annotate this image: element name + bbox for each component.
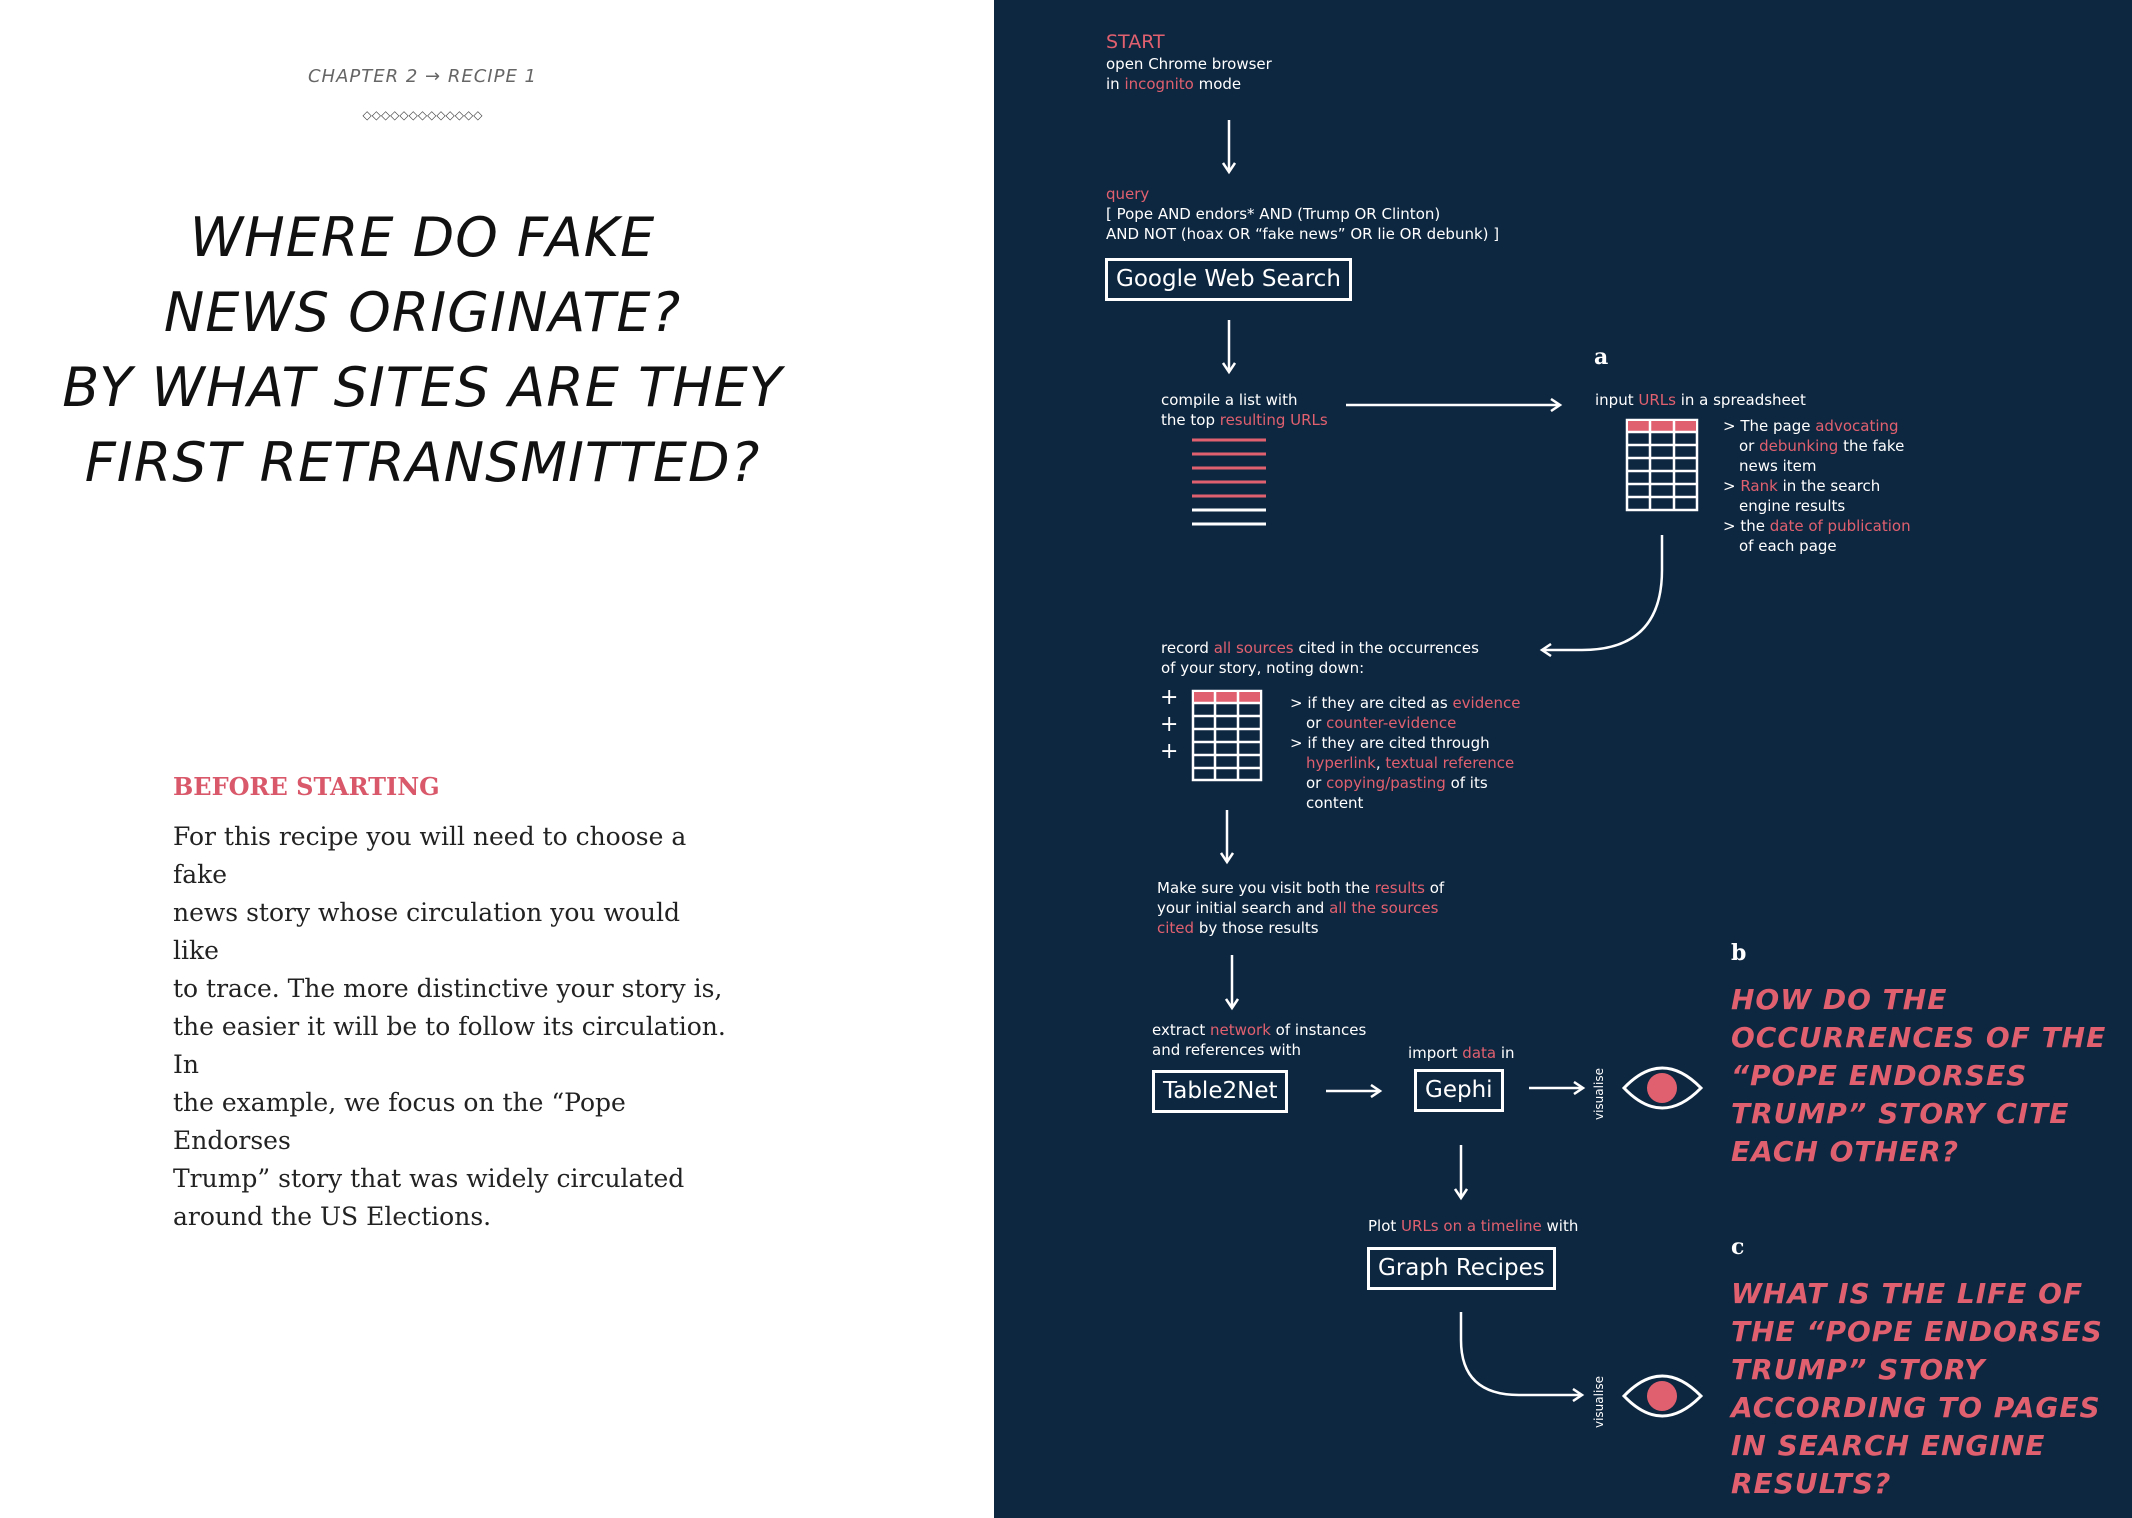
query-step [1106, 184, 1499, 244]
spreadsheet-columns-list: > The page advocating or debunking the fake news item > Rank in the search engine results > the date of publication of each page [1723, 417, 1911, 555]
graph-recipes-box: Graph Recipes [1367, 1247, 1556, 1290]
gephi-box: Gephi [1414, 1069, 1504, 1112]
page-title [0, 200, 845, 500]
text-line: to trace. The more distinctive your story is, [173, 974, 723, 1003]
step-c-letter: c [1731, 1234, 1745, 1260]
visualise-label: visualise [1592, 1376, 1606, 1428]
plus-icon: + [1160, 712, 1179, 737]
step-b-letter: b [1731, 940, 1747, 966]
visit-step: Make sure you visit both the results of your initial search and all the sources cited by those results [1157, 879, 1445, 937]
record-criteria-list: > if they are cited as evidence or counter-evidence > if they are cited through hyperlink, textual reference or copying/pasting of its content [1290, 694, 1521, 812]
google-web-search-box: Google Web Search [1105, 258, 1352, 301]
extract-step: extract network of instances and references with [1152, 1021, 1367, 1059]
plus-icon: + [1160, 739, 1179, 764]
title-line: FIRST RETRANSMITTED? [84, 431, 761, 494]
title-line: BY WHAT SITES ARE THEY [62, 356, 783, 419]
title-line: NEWS ORIGINATE? [163, 281, 682, 344]
step-a-letter: a [1594, 344, 1609, 370]
arrow-graph-to-visualise [1461, 1312, 1582, 1395]
eye-icon [1624, 1376, 1701, 1416]
start-label: START [1106, 31, 1165, 53]
text-line: news story whose circulation you would like [173, 898, 681, 965]
spreadsheet-icon [1627, 420, 1697, 510]
before-starting-heading: BEFORE STARTING [173, 772, 440, 801]
ornament-divider: ◇◇◇◇◇◇◇◇◇◇◇◇◇ [362, 108, 483, 122]
query-text: [ Pope AND endors* AND (Trump OR Clinton) [1106, 205, 1441, 223]
query-text: AND NOT (hoax OR “fake news” OR lie OR debunk) ] [1106, 225, 1500, 243]
question-c: WHAT IS THE LIFE OF THE “POPE ENDORSES TRUMP” STORY ACCORDING TO PAGES IN SEARCH ENGINE RESULTS? [1731, 1277, 2103, 1500]
eye-icon [1624, 1068, 1701, 1108]
start-text: open Chrome browser [1106, 55, 1272, 73]
compile-text: the top resulting URLs [1161, 411, 1328, 429]
start-step [1106, 30, 1272, 94]
query-label: query [1106, 185, 1150, 203]
list-icon [1192, 440, 1266, 524]
compile-text: compile a list with [1161, 391, 1298, 409]
compile-step [1161, 390, 1328, 430]
left-page [0, 0, 994, 1518]
visualise-label: visualise [1592, 1068, 1606, 1120]
input-urls-text: input URLs in a spreadsheet [1595, 391, 1806, 409]
before-starting-text [173, 818, 733, 1236]
plot-step: Plot URLs on a timeline with [1368, 1217, 1579, 1235]
start-text: in incognito mode [1106, 75, 1242, 93]
question-b: HOW DO THE OCCURRENCES OF THE “POPE ENDORSES TRUMP” STORY CITE EACH OTHER? [1731, 983, 2107, 1168]
record-step: record all sources cited in the occurrences of your story, noting down: [1161, 639, 1479, 677]
text-line: the example, we focus on the “Pope Endorses [173, 1088, 626, 1155]
arrow-spreadsheet-to-record [1542, 535, 1662, 650]
spreadsheet-icon [1193, 691, 1261, 780]
import-data-text: import data in [1408, 1044, 1515, 1062]
flow-diagram-page [994, 0, 2132, 1518]
text-line: For this recipe you will need to choose a fake [173, 822, 687, 889]
text-line: the easier it will be to follow its circulation. In [173, 1012, 726, 1079]
title-line: WHERE DO FAKE [189, 206, 656, 269]
plus-icon: + [1160, 685, 1179, 710]
chapter-label: CHAPTER 2 → RECIPE 1 [307, 66, 537, 87]
table2net-box: Table2Net [1152, 1070, 1288, 1113]
text-line: around the US Elections. [173, 1202, 492, 1231]
text-line: Trump” story that was widely circulated [173, 1164, 685, 1193]
